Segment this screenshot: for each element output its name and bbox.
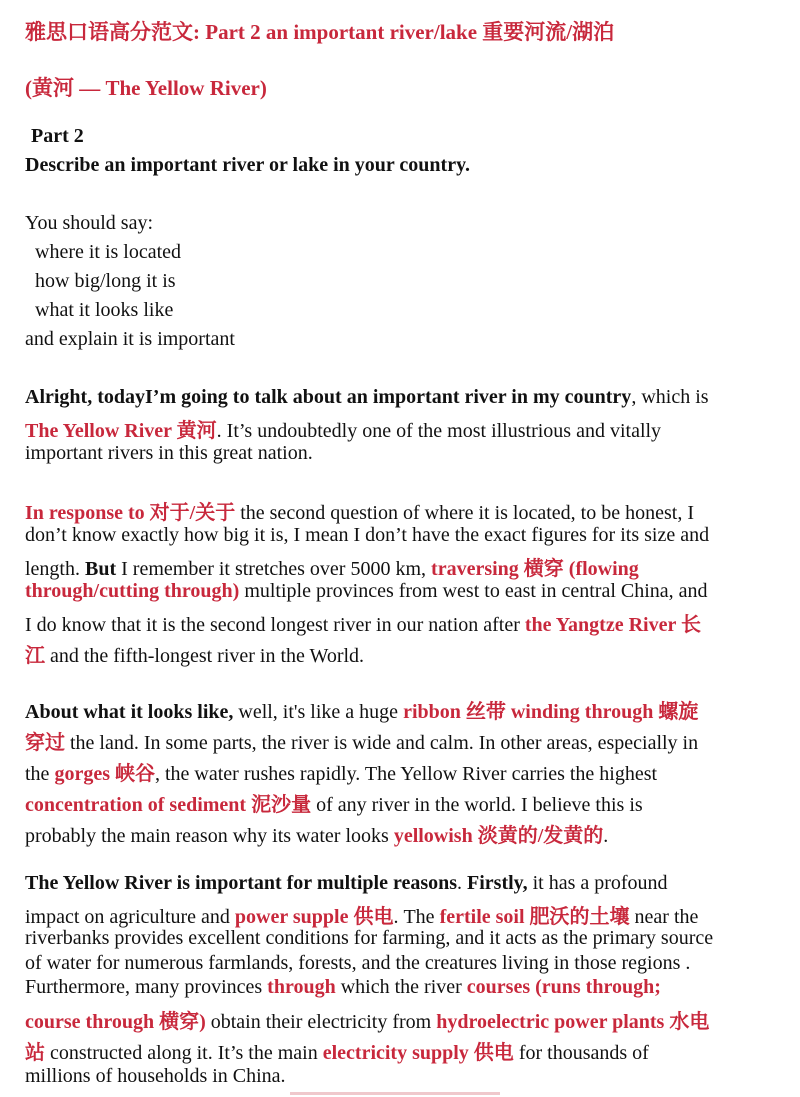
bold-word: But — [85, 558, 117, 580]
highlight-phrase: 站 — [25, 1042, 45, 1064]
highlight-phrase: power supple 供电 — [234, 906, 394, 928]
highlight-phrase: courses (runs through; — [466, 976, 661, 998]
cue-item: what it looks like — [35, 299, 174, 321]
cue-item: where it is located — [35, 241, 182, 263]
text-run: near the — [629, 906, 699, 928]
highlight-phrase: 穿过 — [25, 732, 65, 754]
text-run: of any river in the world. I believe this is — [311, 794, 643, 816]
bold-word: Firstly, — [467, 872, 528, 894]
text-run: the land. In some parts, the river is wide and calm. In other areas, especially in — [65, 732, 699, 754]
highlight-phrase: through — [267, 976, 336, 998]
part-label: Part 2 — [31, 125, 84, 147]
highlight-phrase: gorges 峡谷 — [54, 763, 155, 785]
answer-paragraph-appearance — [25, 695, 770, 850]
answer-paragraph-location — [25, 496, 770, 667]
cue-item: how big/long it is — [35, 270, 176, 292]
text-run: probably the main reason why its water looks — [25, 825, 394, 847]
highlight-phrase: fertile soil 肥沃的土壤 — [439, 906, 630, 928]
text-run: length. — [25, 558, 85, 580]
page-title — [25, 16, 614, 46]
text-run: obtain their electricity from — [205, 1011, 437, 1033]
text-run: for thousands of — [513, 1042, 649, 1064]
text-run: of water for numerous farmlands, forests, and the creatures living in those regions . — [25, 952, 691, 974]
text-run: don’t know exactly how big it is, I mean I don’t have the exact figures for its size and — [25, 524, 710, 546]
cue-intro: You should say: — [25, 212, 153, 234]
cue-closing: and explain it is important — [25, 328, 235, 350]
highlight-phrase: ribbon 丝带 winding through 螺旋 — [403, 701, 699, 723]
text-run: , the water rushes rapidly. The Yellow River carries the highest — [154, 763, 658, 785]
highlight-phrase: The Yellow River 黄河 — [25, 420, 217, 442]
text-run: well, it's like a huge — [233, 701, 404, 723]
highlight-phrase: course through 横穿) — [25, 1011, 206, 1033]
highlight-phrase: yellowish 淡黄的/发黄的 — [393, 825, 604, 847]
text-run: important rivers in this great nation. — [25, 442, 313, 464]
section-lead: About what it looks like, — [25, 701, 234, 723]
highlight-phrase: the Yangtze River 长 — [524, 614, 701, 636]
highlight-phrase: 江 — [25, 645, 45, 667]
task-question: Describe an important river or lake in your country. — [25, 154, 470, 176]
answer-paragraph-intro — [25, 386, 770, 470]
text-run: millions of households in China. — [25, 1065, 286, 1087]
text-run: it has a profound — [527, 872, 668, 894]
text-run: , which is — [631, 386, 709, 408]
highlight-phrase: electricity supply 供电 — [322, 1042, 514, 1064]
highlight-phrase: hydroelectric power plants 水电 — [436, 1011, 710, 1033]
highlight-phrase: traversing 横穿 (flowing — [431, 558, 639, 580]
title-main: Part 2 an important river/lake 重要河流/湖泊 — [205, 20, 615, 44]
text-run: riverbanks provides excellent conditions for farming, and it acts as the primary source — [25, 927, 714, 949]
opening-sentence: Alright, todayI’m going to talk about an important river in my country — [25, 386, 632, 408]
text-run: which the river — [335, 976, 467, 998]
section-lead: The Yellow River is important for multiple reasons — [25, 872, 458, 894]
title-prefix: 雅思口语高分范文: — [25, 20, 206, 44]
text-run: I do know that it is the second longest river in our nation after — [25, 614, 525, 636]
text-run: . — [457, 872, 468, 894]
bottom-divider — [290, 1092, 500, 1095]
text-run: constructed along it. It’s the main — [45, 1042, 323, 1064]
text-run: . The — [393, 906, 440, 928]
text-run: multiple provinces from west to east in central China, and — [239, 580, 708, 602]
text-run: and the fifth-longest river in the World. — [45, 645, 365, 667]
page-subtitle: (黄河 — The Yellow River) — [25, 76, 267, 100]
text-run: Furthermore, many provinces — [25, 976, 268, 998]
text-run: the second question of where it is located, to be honest, I — [235, 502, 694, 524]
text-run: I remember it stretches over 5000 km, — [116, 558, 432, 580]
highlight-phrase: concentration of sediment 泥沙量 — [25, 794, 312, 816]
text-run: the — [25, 763, 55, 785]
answer-paragraph-importance — [25, 872, 770, 1091]
highlight-phrase: In response to 对于/关于 — [25, 502, 236, 524]
text-run: impact on agriculture and — [25, 906, 235, 928]
highlight-phrase: through/cutting through) — [25, 580, 240, 602]
text-run: . — [603, 825, 609, 847]
text-run: . It’s undoubtedly one of the most illustrious and vitally — [216, 420, 662, 442]
